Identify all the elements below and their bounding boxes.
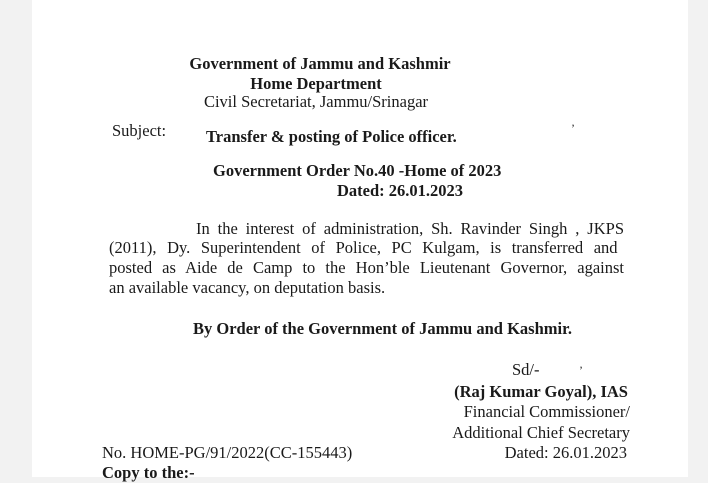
reference-number: No. HOME-PG/91/2022(CC-155443) — [102, 443, 353, 462]
order-date: Dated: 26.01.2023 — [337, 181, 464, 200]
header-department: Home Department — [250, 74, 382, 93]
body-line-2: (2011), Dy. Superintendent of Police, PC Kulgam, is transferred and — [109, 238, 618, 257]
subject-label: Subject: — [112, 121, 167, 140]
header-office: Civil Secretariat, Jammu/Srinagar — [203, 92, 429, 111]
signatory-title-2: Additional Chief Secretary — [452, 423, 630, 442]
copy-to-heading: Copy to the:- — [102, 463, 195, 482]
order-number: Government Order No.40 -Home of 2023 — [213, 161, 502, 180]
body-line-1: In the interest of administration, Sh. Ravinder Singh , JKPS — [196, 219, 624, 238]
signatory-title-1: Financial Commissioner/ — [463, 402, 630, 421]
stray-mark: ’ — [571, 121, 575, 135]
subject-text: Transfer & posting of Police officer. — [206, 127, 457, 146]
signatory-name: (Raj Kumar Goyal), IAS — [454, 382, 628, 401]
document-page — [32, 0, 688, 482]
header-government: Government of Jammu and Kashmir — [189, 54, 451, 73]
stray-mark: ’ — [579, 363, 583, 377]
body-line-3: posted as Aide de Camp to the Hon’ble Lieutenant Governor, against — [109, 258, 624, 277]
signature-sd: Sd/- — [512, 360, 540, 379]
by-order-line: By Order of the Government of Jammu and Kashmir. — [193, 319, 573, 338]
signature-date: Dated: 26.01.2023 — [504, 443, 627, 462]
body-line-4: an available vacancy, on deputation basis. — [109, 278, 386, 297]
